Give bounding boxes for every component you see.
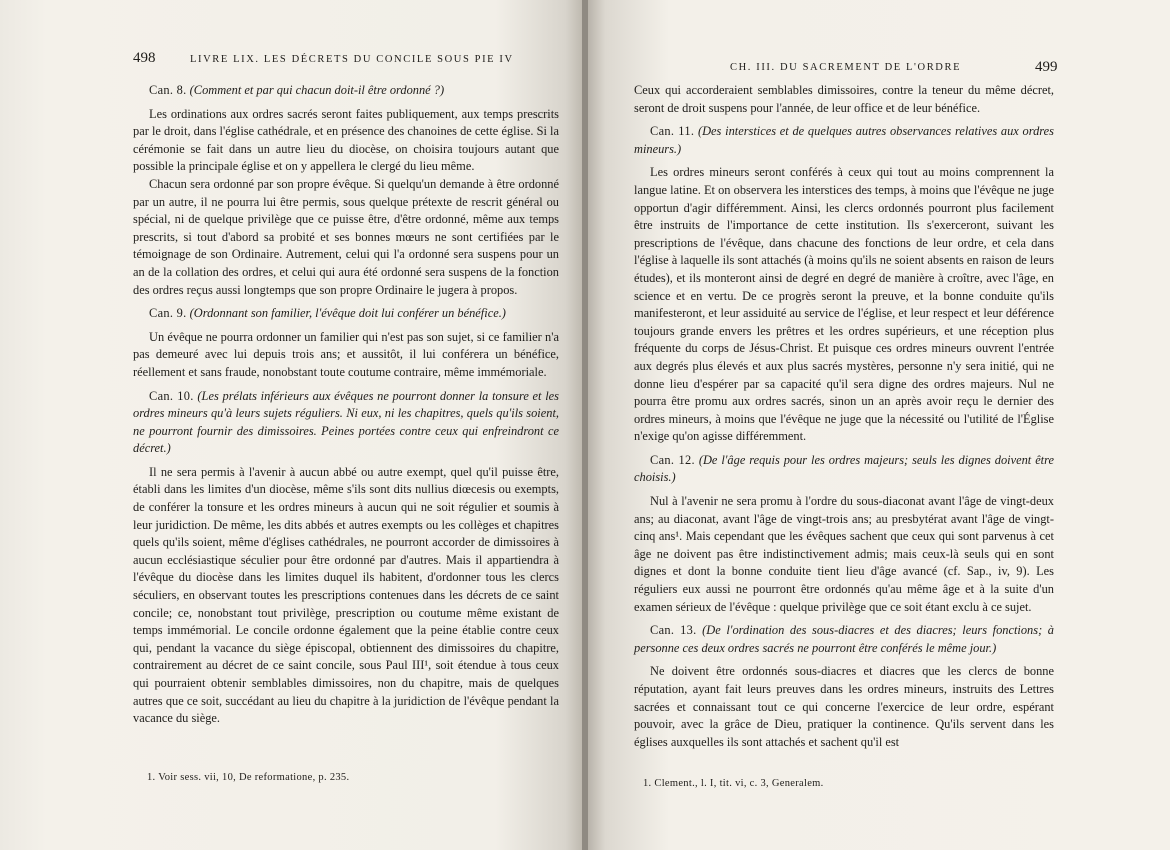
canon-title: (Comment et par qui chacun doit-il être ordonné ?)	[189, 83, 445, 97]
footnote: 1. Voir sess. vii, 10, De reformatione, p. 235.	[147, 772, 350, 783]
paragraph: Les ordinations aux ordres sacrés seront faites publiquement, aux temps prescrits par le droit, dans l'église cathédrale, et en présence des chanoines de cette église. Si la cérémonie se fait dans un autre lieu du diocèse, on choisira toujours autant que possible la principale église et on y appellera le clergé du lieu même.	[133, 106, 559, 174]
canon-heading	[634, 452, 1054, 487]
left-text-column	[133, 76, 559, 728]
paragraph: Les ordres mineurs seront conférés à ceux qui tout au moins comprennent la langue latine. Et on observera les interstices des temps, à moins que l'évêque ne juge opportun d'agir différemment. Ainsi, les clercs ordonnés pourront plus facilement être instruits de l'importance de cette institution. Ils s'exerceront, suivant les prescriptions de l'évêque, dans chacune des fonctions de leur ordre, et cela dans l'église à laquelle ils sont attachés (à moins qu'ils ne soient absents en raison de leurs études), et ils monteront ainsi de degré en degré de manière à croître, avec l'âge, en science et en vertu. De ce progrès seront la preuve, et la bonne conduite qu'ils manifesteront, et leur assiduité au service de l'église, et leur respect et leur déférence toujours grande envers les prêtres et les ordres supérieurs, et une réception plus fréquente du corps de Jésus-Christ. Et puisque ces ordres mineurs ouvrent l'entrée aux degrés plus élevés et aux plus sacrés mystères, personne n'y sera initié, qui ne donne lieu d'espérer par sa capacité qu'il sera digne des ordres majeurs. Nul ne pourra être promu aux ordres sacrés, sinon un an après avoir reçu le dernier des ordres mineurs, à moins que l'évêque ne juge que la nécessité ou l'utilité de l'Église n'exige qu'on agisse différemment.	[634, 165, 1054, 444]
running-head: CH. III. DU SACREMENT DE L'ORDRE	[730, 62, 962, 73]
running-head: LIVRE LIX. LES DÉCRETS DU CONCILE SOUS PIE IV	[190, 54, 514, 65]
canon-heading	[133, 388, 559, 458]
canon-label: Can. 8.	[149, 83, 187, 97]
canon-heading	[133, 82, 559, 100]
page-number: 498	[133, 50, 156, 66]
paragraph: Ceux qui accorderaient semblables dimissoires, contre la teneur du même décret, seront de droit suspens pour l'année, de leur office et de leur bénéfice.	[634, 83, 1054, 115]
canon-title: (Ordonnant son familier, l'évêque doit lui conférer un bénéfice.)	[189, 306, 506, 321]
canon-title: (De l'ordination des sous-diacres et des diacres; leurs fonctions; à personne ces deux ordres sacrés ne pourront être conférés le même jour.)	[634, 623, 1054, 655]
canon-title: (De l'âge requis pour les ordres majeurs; seuls les dignes doivent être choisis.)	[634, 452, 1054, 485]
paragraph: Il ne sera permis à l'avenir à aucun abbé ou autre exempt, quel qu'il puisse être, établi dans les limites d'un diocèse, même s'ils sont dits nullius diœcesis ou exempts, de conférer la tonsure et les ordres mineurs à aucun qui ne soit régulier et soumis à leur juridiction. De même, les dits abbés et autres exempts ou les collèges et chapitres quels qu'ils soient, même d'églises cathédrales, ne pourront accorder de dimissoires à aucun ecclésiastique séculier pour être ordonné par d'autres. Mais il appartiendra à l'évêque du diocèse dans les limites duquel ils habitent, d'ordonner tous les clercs séculiers, en observant toutes les prescriptions contenues dans les décrets de ce saint concile; ce, nonobstant tout privilège, prescription ou coutume même existant de temps immémorial. Le concile ordonne également que la peine établie contre ceux qui, pendant la vacance du siège épiscopal, obtiennent des dimissoires du chapitre, contrairement au décret de ce saint concile, sous Paul III¹, soit étendue à tous ceux qui pourraient obtenir semblables dimissoires, non du chapitre, mais de quelques autres que ce soit, succédant au lieu du chapitre à la juridiction de l'évêque pendant la vacance du siège.	[133, 464, 559, 726]
right-text-column	[634, 82, 1054, 751]
paragraph: Un évêque ne pourra ordonner un familier qui n'est pas son sujet, si ce familier n'a pas demeuré avec lui depuis trois ans; et aussitôt, il lui conférera un bénéfice, réellement et sans fraude, nonobstant toute coutume contraire, même immémoriale.	[133, 329, 559, 379]
canon-heading	[634, 622, 1054, 657]
right-page	[588, 0, 1170, 850]
left-page	[0, 0, 583, 850]
paragraph: Nul à l'avenir ne sera promu à l'ordre du sous-diaconat avant l'âge de vingt-deux ans; au diaconat, avant l'âge de vingt-trois ans; au presbytérat avant l'âge de vingt-cinq ans¹. Mais cependant que les évêques sachent que ceux qui sont parvenus à cet âge ne doivent pas être indistinctivement admis; mais ceux-là seuls qui en sont dignes et dont la bonne conduite tient lieu d'âge avancé (cf. Sap., iv, 9). Les réguliers eux aussi ne pourront être ordonnés qu'au même âge et à la suite d'un examen sérieux de l'évêque : quelque privilège que ce soit étant exclu à ce sujet.	[634, 494, 1054, 614]
footnote: 1. Clement., l. I, tit. vi, c. 3, Generalem.	[643, 778, 824, 789]
canon-label: Can. 13.	[650, 623, 697, 638]
page-number: 499	[1035, 59, 1058, 75]
canon-label: Can. 11.	[650, 124, 695, 139]
canon-title: (Des interstices et de quelques autres observances relatives aux ordres mineurs.)	[634, 124, 1054, 156]
canon-label: Can. 9.	[149, 306, 187, 321]
canon-heading	[634, 123, 1054, 158]
paragraph: Chacun sera ordonné par son propre évêque. Si quelqu'un demande à être ordonné par un autre, il ne pourra lui être permis, sous quelque prétexte de rescrit général ou spécial, ni de quelque privilège que ce puisse être, d'être ordonné, même aux temps prescrits, si tout d'abord sa probité et ses bonnes mœurs ne sont certifiées par le témoignage de son Ordinaire. Autrement, celui qui l'a ordonné sera suspens pour un an de la collation des ordres, et celui qui aura été ordonné sera suspens de la fonction des ordres reçus aussi longtemps que son propre Ordinaire le jugera à propos.	[133, 176, 559, 297]
canon-heading	[133, 305, 559, 323]
canon-title: (Les prélats inférieurs aux évêques ne pourront donner la tonsure et les ordres mineurs qu'à leurs sujets réguliers. Ni eux, ni les chapitres, quels qu'ils soient, ne pourront fournir des dimissoires. Peines portées contre ceux qui enfreindront ce décret.)	[133, 388, 559, 456]
canon-label: Can. 12.	[650, 452, 695, 467]
canon-label: Can. 10.	[149, 388, 194, 403]
paragraph: Ne doivent être ordonnés sous-diacres et diacres que les clercs de bonne réputation, ayant fait leurs preuves dans les ordres mineurs, instruits des Lettres sacrées et connaissant tout ce qui concerne l'exercice de leur ordre, espérant pouvoir, avec la grâce de Dieu, pratiquer la continence. Qu'ils servent dans les églises auxquelles ils sont attachés et sachent qu'il est	[634, 664, 1054, 749]
